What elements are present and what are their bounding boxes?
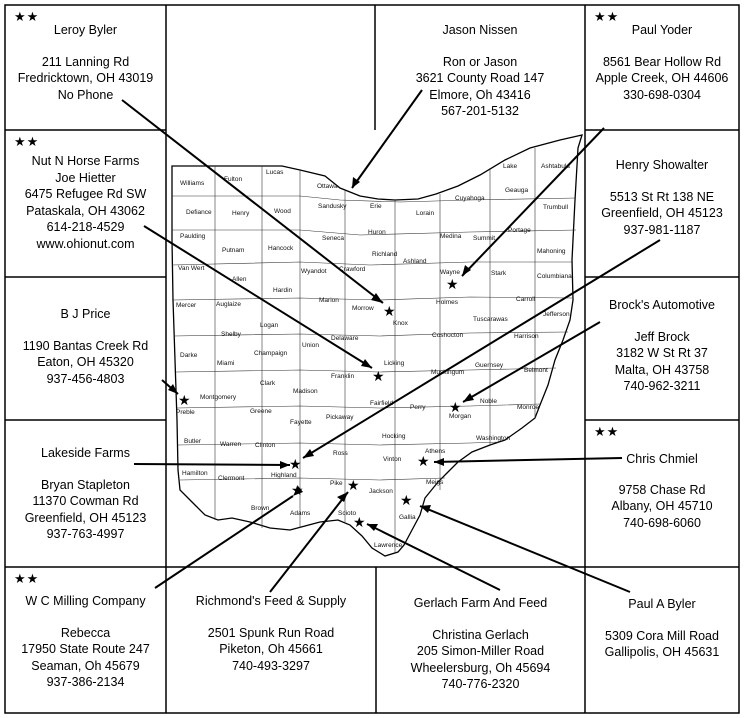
vendor-city: Greenfield, OH 45123 xyxy=(601,206,723,220)
vendor-phone: 937-456-4803 xyxy=(46,371,125,386)
county-label: Fairfield xyxy=(370,400,394,407)
vendor-address: 211 Lanning Rd xyxy=(41,54,130,69)
county-label: Clark xyxy=(260,380,276,387)
county-label: Henry xyxy=(232,210,250,217)
county-label: Washington xyxy=(476,435,511,442)
vendor-name: Chris Chmiel xyxy=(626,452,698,466)
vendor-box-lakeside-farms xyxy=(5,420,166,567)
vendor-contact: Ron or Jason xyxy=(442,54,518,69)
vendor-contact: Rebecca xyxy=(60,625,111,640)
county-label: Holmes xyxy=(436,299,459,306)
vendor-name: Leroy Byler xyxy=(53,23,118,37)
county-label: Montgomery xyxy=(200,394,237,401)
vendor-city: Gallipolis, OH 45631 xyxy=(604,645,720,659)
county-label: Pickaway xyxy=(326,414,354,421)
vendor-contact: Joe Hietter xyxy=(55,170,116,185)
vendor-address: 11370 Cowman Rd xyxy=(32,494,139,508)
vendor-city: Wheelersburg, Oh 45694 xyxy=(410,660,551,675)
county-label: Brown xyxy=(251,505,270,512)
two-star-rating: ★★ xyxy=(594,424,620,439)
county-label: Preble xyxy=(176,409,195,416)
county-label: Vinton xyxy=(383,456,402,463)
star-marker: ★ xyxy=(178,393,191,409)
county-label: Darke xyxy=(180,352,198,359)
vendor-box-richmonds-feed xyxy=(166,567,376,713)
county-label: Perry xyxy=(410,404,426,411)
vendor-box-nut-n-horse-farms xyxy=(5,130,166,277)
vendor-name: W C Milling Company xyxy=(25,594,146,608)
star-marker: ★ xyxy=(449,400,462,416)
county-label: Erie xyxy=(370,203,382,210)
star-marker: ★ xyxy=(289,457,302,473)
vendor-name: Nut N Horse Farms xyxy=(31,154,140,168)
vendor-address: 17950 State Route 247 xyxy=(21,642,150,656)
star-marker: ★ xyxy=(446,277,459,293)
vendor-name: Lakeside Farms xyxy=(41,446,130,460)
county-label: Harrison xyxy=(514,333,539,340)
county-label: Adams xyxy=(290,510,311,517)
vendor-city: Albany, OH 45710 xyxy=(611,499,713,513)
county-label: Gallia xyxy=(399,514,416,521)
county-label: Clinton xyxy=(255,442,276,449)
county-label: Guernsey xyxy=(475,362,504,369)
county-label: Medina xyxy=(440,233,462,240)
vendor-contact: Bryan Stapleton xyxy=(41,477,130,492)
county-label: Trumbull xyxy=(543,204,569,211)
vendor-name: Henry Showalter xyxy=(615,158,709,172)
county-label: Auglaize xyxy=(216,301,241,308)
vendor-city: Eaton, OH 45320 xyxy=(37,355,134,369)
county-label: Jefferson xyxy=(543,311,570,318)
county-label: Williams xyxy=(180,180,205,187)
county-label: Union xyxy=(302,342,319,349)
county-label: Monroe xyxy=(517,404,540,411)
county-label: Morgan xyxy=(449,413,472,420)
county-label: Defiance xyxy=(186,209,212,216)
two-star-rating: ★★ xyxy=(14,571,40,586)
county-label: Richland xyxy=(372,251,398,258)
county-label: Pike xyxy=(330,480,343,487)
county-label: Coshocton xyxy=(432,332,464,339)
county-label: Allen xyxy=(232,276,247,283)
star-marker: ★ xyxy=(417,454,430,470)
county-label: Geauga xyxy=(505,187,529,194)
county-label: Hancock xyxy=(268,245,294,252)
county-label: Crawford xyxy=(339,266,366,273)
vendor-phone: 740-776-2320 xyxy=(441,677,520,691)
vendor-box-wc-milling xyxy=(5,567,166,713)
county-label: Greene xyxy=(250,408,272,415)
county-label: Columbiana xyxy=(537,273,572,280)
vendor-phone: 614-218-4529 xyxy=(46,220,125,234)
county-label: Athens xyxy=(425,448,446,455)
vendor-address: 3621 County Road 147 xyxy=(415,71,545,85)
two-star-rating: ★★ xyxy=(594,9,620,24)
vendor-city: Seaman, Oh 45679 xyxy=(31,658,140,673)
county-label: Highland xyxy=(271,472,297,479)
county-label: Mahoning xyxy=(537,248,566,255)
vendor-city: Apple Creek, OH 44606 xyxy=(595,71,729,85)
county-label: Lucas xyxy=(266,169,284,176)
vendor-address: 1190 Bantas Creek Rd xyxy=(22,338,149,353)
county-label: Belmont xyxy=(524,367,548,374)
county-label: Tuscarawas xyxy=(473,316,508,323)
vendor-city: Fredricktown, OH 43019 xyxy=(17,71,154,85)
county-label: Cuyahoga xyxy=(455,195,485,202)
vendor-phone: 567-201-5132 xyxy=(441,104,519,118)
county-label: Ross xyxy=(333,450,348,457)
county-label: Hocking xyxy=(382,433,406,440)
vendor-name: Gerlach Farm And Feed xyxy=(413,596,548,610)
county-label: Van Wert xyxy=(178,265,205,272)
county-label: Wayne xyxy=(440,269,460,276)
county-label: Huron xyxy=(368,229,386,236)
county-label: Delaware xyxy=(331,335,359,342)
vendor-address: 8561 Bear Hollow Rd xyxy=(602,54,722,69)
star-marker: ★ xyxy=(372,369,385,385)
county-label: Shelby xyxy=(221,331,241,338)
county-label: Hardin xyxy=(273,287,293,294)
vendor-box-leroy-byler xyxy=(5,5,166,130)
county-label: Lorain xyxy=(416,210,435,217)
star-marker: ★ xyxy=(347,478,360,494)
vendor-name: Richmond's Feed & Supply xyxy=(195,594,347,608)
vendor-city: Malta, OH 43758 xyxy=(614,362,710,377)
county-label: Miami xyxy=(217,360,235,367)
vendor-phone: 937-386-2134 xyxy=(46,675,125,689)
vendor-box-henry-showalter xyxy=(585,130,739,277)
vendor-website: www.ohionut.com xyxy=(36,236,135,251)
star-marker: ★ xyxy=(353,515,366,531)
county-label: Logan xyxy=(260,322,279,329)
county-label: Meigs xyxy=(426,479,444,486)
vendor-box-paul-a-byler xyxy=(585,567,739,713)
vendor-phone: 740-493-3297 xyxy=(232,658,310,673)
county-label: Mercer xyxy=(176,302,197,309)
county-label: Hamilton xyxy=(182,470,208,477)
county-label: Lawrence xyxy=(374,542,403,549)
vendor-address: 9758 Chase Rd xyxy=(618,482,706,497)
vendor-address: 5309 Cora Mill Road xyxy=(605,628,719,643)
county-label: Licking xyxy=(384,360,405,367)
vendor-name: Jason Nissen xyxy=(442,23,518,37)
vendor-box-bj-price xyxy=(5,277,166,420)
vendor-box-paul-yoder xyxy=(585,5,739,130)
county-label: Marion xyxy=(319,297,339,304)
county-label: Clermont xyxy=(218,475,245,482)
county-label: Knox xyxy=(393,320,408,327)
star-marker: ★ xyxy=(400,493,413,509)
county-label: Noble xyxy=(480,398,497,405)
county-label: Ashtabula xyxy=(541,163,570,170)
vendor-city: Elmore, Oh 43416 xyxy=(429,87,531,102)
vendor-phone: 937-981-1187 xyxy=(623,222,701,237)
county-label: Lake xyxy=(503,163,518,170)
county-label: Portage xyxy=(508,227,531,234)
vendor-box-chris-chmiel xyxy=(585,420,739,567)
vendor-address: 3182 W St Rt 37 xyxy=(616,346,708,360)
vendor-address: 6475 Refugee Rd SW xyxy=(24,187,147,201)
vendor-phone: 330-698-0304 xyxy=(623,87,701,102)
vendor-phone: No Phone xyxy=(57,87,114,102)
vendor-address: 2501 Spunk Run Road xyxy=(207,625,335,640)
vendor-contact: Jeff Brock xyxy=(634,329,690,344)
county-label: Putnam xyxy=(222,247,245,254)
county-label: Summit xyxy=(473,235,496,242)
county-label: Jackson xyxy=(369,488,393,495)
vendor-city: Piketon, Oh 45661 xyxy=(219,642,323,656)
county-label: Wyandot xyxy=(301,268,327,275)
county-label: Franklin xyxy=(331,373,355,380)
county-label: Muskingum xyxy=(431,369,465,376)
two-star-rating: ★★ xyxy=(14,134,40,149)
vendor-name: Paul Yoder xyxy=(631,23,693,37)
vendor-address: 5513 St Rt 138 NE xyxy=(609,189,715,204)
vendor-name: B J Price xyxy=(60,307,111,321)
county-label: Ottawa xyxy=(317,183,338,190)
county-label: Butler xyxy=(184,438,201,445)
star-marker: ★ xyxy=(383,304,396,320)
county-label: Fayette xyxy=(290,419,312,426)
vendor-city: Greenfield, OH 45123 xyxy=(24,510,147,525)
county-label: Scioto xyxy=(338,510,357,517)
county-label: Stark xyxy=(491,270,507,277)
county-label: Morrow xyxy=(352,305,374,312)
vendor-phone: 740-698-6060 xyxy=(623,515,701,530)
vendor-box-jason-nissen xyxy=(375,5,585,130)
county-label: Madison xyxy=(293,388,318,395)
vendor-address: 205 Simon-Miller Road xyxy=(416,644,545,658)
county-label: Wood xyxy=(274,208,291,215)
vendor-contact: Christina Gerlach xyxy=(432,627,529,642)
vendor-name: Paul A Byler xyxy=(628,597,696,611)
county-label: Ashland xyxy=(403,258,427,265)
vendor-box-brocks-automotive xyxy=(585,277,739,420)
county-label: Carroll xyxy=(516,296,536,303)
vendor-name: Brock's Automotive xyxy=(609,298,715,312)
county-label: Fulton xyxy=(224,176,243,183)
vendor-phone: 937-763-4997 xyxy=(46,527,125,541)
star-marker: ★ xyxy=(291,483,304,499)
vendor-phone: 740-962-3211 xyxy=(623,379,701,393)
vendor-box-gerlach-farm xyxy=(376,567,585,713)
county-label: Seneca xyxy=(322,235,345,242)
vendor-city: Pataskala, OH 43062 xyxy=(26,203,145,218)
county-label: Champaign xyxy=(254,350,288,357)
county-label: Sandusky xyxy=(318,203,347,210)
county-label: Warren xyxy=(220,441,242,448)
county-label: Paulding xyxy=(180,233,206,240)
two-star-rating: ★★ xyxy=(14,9,40,24)
